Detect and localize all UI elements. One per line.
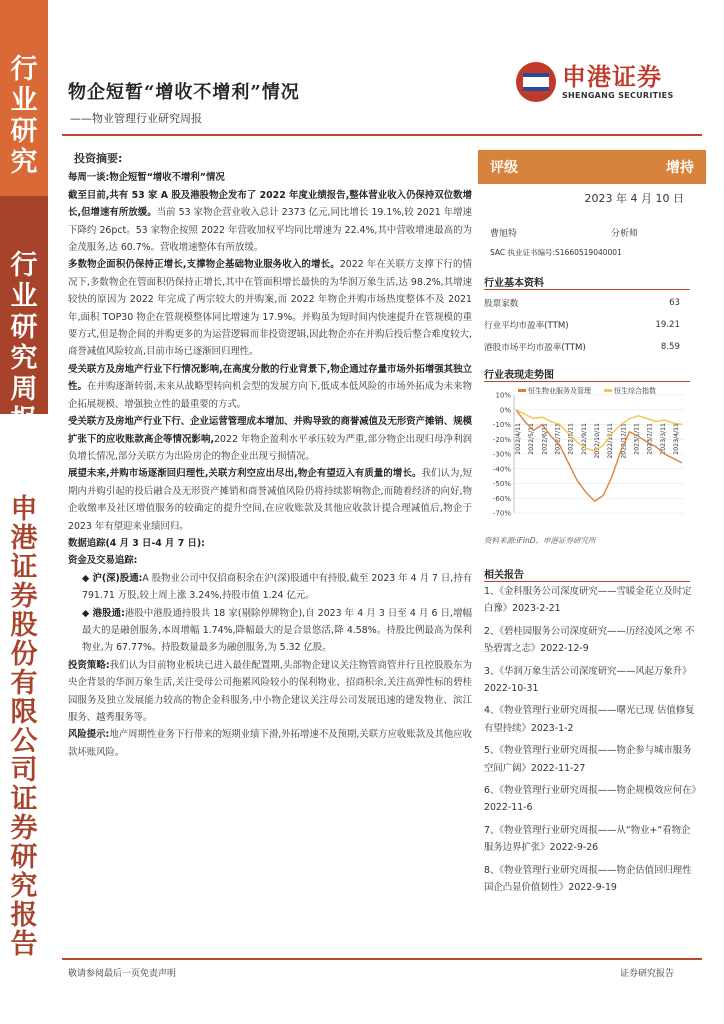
logo-text-en: SHENGANG SECURITIES	[562, 90, 674, 100]
analyst-info	[490, 226, 690, 258]
band2-char: 周	[10, 374, 38, 405]
chart-xtick-label: 2022/9/11	[580, 423, 588, 455]
analyst-role: 分析师	[610, 229, 638, 239]
related-report-item[interactable]: 8、《物业管理行业研究周报——物企估值回归理性 国企凸显价值韧性》2022-9-19	[484, 864, 692, 894]
company-logo	[516, 62, 674, 102]
reports-divider	[484, 581, 690, 582]
chart-legend-label: 恒生综合指数	[614, 387, 656, 395]
stats-row	[484, 314, 680, 336]
flow-heading: 资金及交易追踪:	[68, 555, 138, 567]
band3-char: 研	[10, 842, 38, 873]
stats-value: 19.21	[655, 320, 680, 330]
band2-char: 究	[10, 343, 38, 374]
footer-disclaimer: 敬请参阅最后一页免责声明	[68, 969, 177, 979]
band3-char: 有	[10, 668, 38, 699]
chart-xtick-label: 2022/12/11	[620, 423, 628, 459]
band2-char: 研	[10, 312, 38, 343]
related-report-item[interactable]: 6、《物业管理行业研究周报——物企规模效应何在》2022-11-6	[484, 785, 697, 814]
band3-char: 港	[10, 523, 38, 554]
chart-ytick-label: -20%	[492, 435, 511, 444]
chart-xtick-label: 2022/4/11	[515, 423, 522, 455]
rating-value: 增持	[666, 160, 694, 176]
rating-label: 评级	[490, 160, 518, 176]
summary-paragraphs	[68, 169, 472, 535]
chart-xtick-label: 2022/10/11	[594, 423, 601, 459]
band3-char: 限	[10, 697, 38, 728]
flow-item: ◆ 沪(深)股通:A 股物业公司中仅招商积余在沪(深)股通中有持股,截至 2023 年 4 月 7 日,持有 791.71 万股,较上周上涨 3.24%,持股市值 1.24 亿元。	[82, 572, 473, 602]
chart-ytick-label: 0%	[499, 406, 511, 415]
chart-legend-label: 恒生物业服务及管理	[528, 387, 591, 395]
logo-icon	[516, 62, 556, 102]
related-report-item[interactable]: 4、《物业管理行业研究周报——曙光已现 估值修复有望持续》2023-1-2	[484, 705, 695, 734]
sidebar-band-weekly-report	[0, 196, 48, 414]
strategy-paragraph: 投资策略:我们认为目前物业板块已进入最佳配置期,头部物企建议关注物管商管并行且控股股东为央企背景的华润万象生活,关注受母公司拖累风险较小的保利物业、招商积余,关注高弹性标的碧桂园服务及独立发展能力较高的物企金科服务,中小物企建议关注母公司发展迅速的建发物业、滨江服务、越秀服务等。	[68, 659, 473, 723]
stats-label: 股票家数	[484, 299, 519, 309]
summary-paragraph: 多数物企面积仍保持正增长,支撑物企基础物业服务收入的增长。2022 年在关联方支撑下行的情况下,多数物企在管面积仍保持正增长,其中在管面积增长最快的为华润万象生活,达 98.2%,其增速较快的原因为 2022 年完成了两宗较大的并购案,而 2022 年物企并购市场热度整体不及 2021 年,面积 TOP30 物企在管规模整体同比增速为 17.9%。并购虽为短时间内快速提升在管规模的重要方式,但是物企间的并购更多的为运营逻辑而非投资逻辑,因此物企亦在并购后投后整合难度较大,商誉减值风险较高,目前市场已逐渐回归理性。	[68, 259, 472, 358]
stats-value: 63	[669, 298, 680, 308]
related-report-item[interactable]: 5、《物业管理行业研究周报——物企参与城市服务空间广阔》2022-11-27	[484, 745, 692, 774]
chart-ytick-label: -50%	[492, 480, 511, 488]
related-report-item[interactable]: 1、《金科服务公司深度研究——雪暖金花立及时定白豫》2023-2-21	[484, 586, 692, 615]
summary-paragraph: 受关联方及房地产行业下行、企业运营管理成本增加、并购导致的商誉减值及无形资产摊销、规模扩张下的应收账款高企等情况影响,2022 年物企盈利水平承压较为严重,部分物企出现归母净利润负增长情况,部分关联方为出险房企的物企业出现亏损情况。	[68, 416, 472, 462]
chart-legend-swatch	[518, 389, 526, 392]
band3-char: 证	[10, 784, 38, 815]
chart-legend-swatch	[604, 389, 612, 392]
band3-char: 司	[10, 755, 38, 786]
footer-divider	[62, 958, 702, 960]
band1-char: 业	[10, 85, 38, 116]
investment-summary	[68, 150, 472, 761]
chart-xtick-label: 2022/11/11	[607, 423, 615, 459]
band1-char: 行	[10, 54, 38, 85]
sidebar-band-company-name	[0, 414, 48, 1024]
chart-xtick-label: 2023/4/11	[673, 423, 680, 455]
rating-bar	[478, 150, 706, 184]
band1-char: 研	[10, 116, 38, 147]
chart-ytick-label: -40%	[492, 465, 511, 474]
band3-char: 告	[10, 929, 38, 960]
chart-ytick-label: -10%	[492, 421, 511, 429]
stats-divider	[484, 289, 690, 290]
summary-paragraph: 受关联方及房地产行业下行情况影响,在高度分散的行业背景下,物企通过存量市场外拓增强其独立性。在并购逐渐转弱,未来从战略型转向机会型的发展方向下,低成本低风险的市场外拓成为未来物企拓展规模、增强独立性的最重要的方式。	[68, 363, 472, 410]
band2-char: 业	[10, 281, 38, 312]
footer-label: 证券研究报告	[620, 969, 675, 979]
summary-paragraph: 展望未来,并购市场逐渐回归理性,关联方利空应出尽出,物企有望迈入有质量的增长。我们认为,短期内并购引起的投后融合及无形资产摊销和商誉减值风险仍将持续影响物企,而随着经济的向好,物企收缴率及社区增值服务的较确定的提升空间,在应收账款及其他应收款计提合理减值后,物企于 2023 年有望迎来业绩回归。	[68, 468, 473, 532]
chart-xtick-label: 2022/7/11	[554, 423, 562, 455]
flow-items	[68, 570, 472, 657]
analyst-sac: SAC 执业证书编号:S1660519040001	[490, 248, 622, 257]
related-report-item[interactable]: 7、《物业管理行业研究周报——从“物业+”看物企服务边界扩张》2022-9-26	[484, 824, 691, 854]
band3-char: 股	[10, 610, 38, 641]
stats-title: 行业基本资料	[484, 278, 544, 289]
band1-char: 究	[10, 147, 38, 178]
chart-source: 资料来源:iFinD、申港证券研究所	[484, 536, 596, 545]
chart-ytick-label: 10%	[495, 391, 511, 400]
page-subtitle: ——物业管理行业研究周报	[70, 112, 202, 125]
chart-divider	[484, 381, 690, 382]
analyst-name: 曹旭特	[490, 229, 518, 239]
related-report-item[interactable]: 2、《碧桂园服务公司深度研究——历经凌风之寒 不坠碧霄之志》2022-12-9	[484, 625, 695, 655]
stats-value: 8.59	[660, 342, 680, 352]
industry-performance-chart	[480, 385, 690, 530]
related-reports-list	[484, 583, 698, 902]
chart-xtick-label: 2023/2/11	[646, 423, 654, 455]
chart-ytick-label: -60%	[492, 494, 511, 503]
band2-char: 行	[10, 250, 38, 281]
band3-char: 究	[10, 871, 38, 902]
stats-row	[484, 292, 680, 314]
flow-item: ◆ 港股通:港股中港股通持股共 18 家(剔除停牌物企),自 2023 年 4 月 3 日至 4 月 6 日,增幅最大的是融创服务,本周增幅 1.74%,降幅最大的是合景悠活,降 4.58%。持股比例最高为保利物业,为 67.77%。持股数量最多为融创服务,为 5.32 亿股。	[82, 607, 472, 654]
chart-ytick-label: -30%	[492, 450, 511, 459]
band3-char: 公	[10, 726, 38, 757]
band3-char: 份	[10, 639, 38, 670]
summary-heading: 投资摘要:	[74, 152, 123, 165]
band3-char: 券	[10, 581, 38, 612]
chart-xtick-label: 2022/5/11	[528, 423, 536, 455]
page-title: 物企短暂“增收不增利”情况	[68, 82, 300, 103]
risk-paragraph: 风险提示:地产周期性业务下行带来的短期业绩下滑,外拓增速不及预期,关联方应收账款及其他应收款坏账风险。	[68, 729, 473, 758]
chart-xtick-label: 2023/3/11	[659, 423, 667, 455]
summary-paragraph: 每周一谈:物企短暂“增收不增利”情况	[68, 172, 225, 184]
report-date: 2023 年 4 月 10 日	[584, 192, 684, 205]
header-divider	[62, 134, 702, 136]
band3-char: 券	[10, 813, 38, 844]
band3-char: 证	[10, 552, 38, 583]
sidebar-band-industry-research	[0, 0, 48, 196]
band3-char: 申	[10, 494, 38, 525]
chart-ytick-label: -70%	[492, 509, 511, 518]
tracking-heading: 数据追踪(4 月 3 日-4 月 7 日):	[68, 537, 205, 549]
stats-label: 港股市场平均市盈率(TTM)	[484, 343, 586, 353]
stats-table	[484, 292, 680, 358]
logo-text-cn: 申港证券	[562, 63, 662, 92]
summary-paragraph: 截至目前,共有 53 家 A 股及港股物企发布了 2022 年度业绩报告,整体营业收入仍保持双位数增长,但增速有所放缓。当前 53 家物企营业收入总计 2373 亿元,同比增长 19.1%,较 2021 年增速下降约 26pct。53 家物企按照 2022 年营收加权平均同比增速为 22.4%,其中营收增速最高的为金茂服务,达 60.7%。营收增速整体有所放缓。	[68, 189, 472, 254]
related-report-item[interactable]: 3、《华润万象生活公司深度研究——风起万象升》2022-10-31	[484, 665, 692, 695]
chart-xtick-label: 2022/6/11	[541, 423, 549, 455]
reports-title: 相关报告	[484, 570, 524, 581]
chart-xtick-label: 2022/8/11	[567, 423, 575, 455]
stats-row	[484, 336, 680, 358]
chart-xtick-label: 2023/1/11	[633, 423, 641, 455]
chart-title: 行业表现走势图	[484, 370, 554, 381]
band3-char: 报	[10, 900, 38, 931]
stats-label: 行业平均市盈率(TTM)	[484, 321, 569, 331]
